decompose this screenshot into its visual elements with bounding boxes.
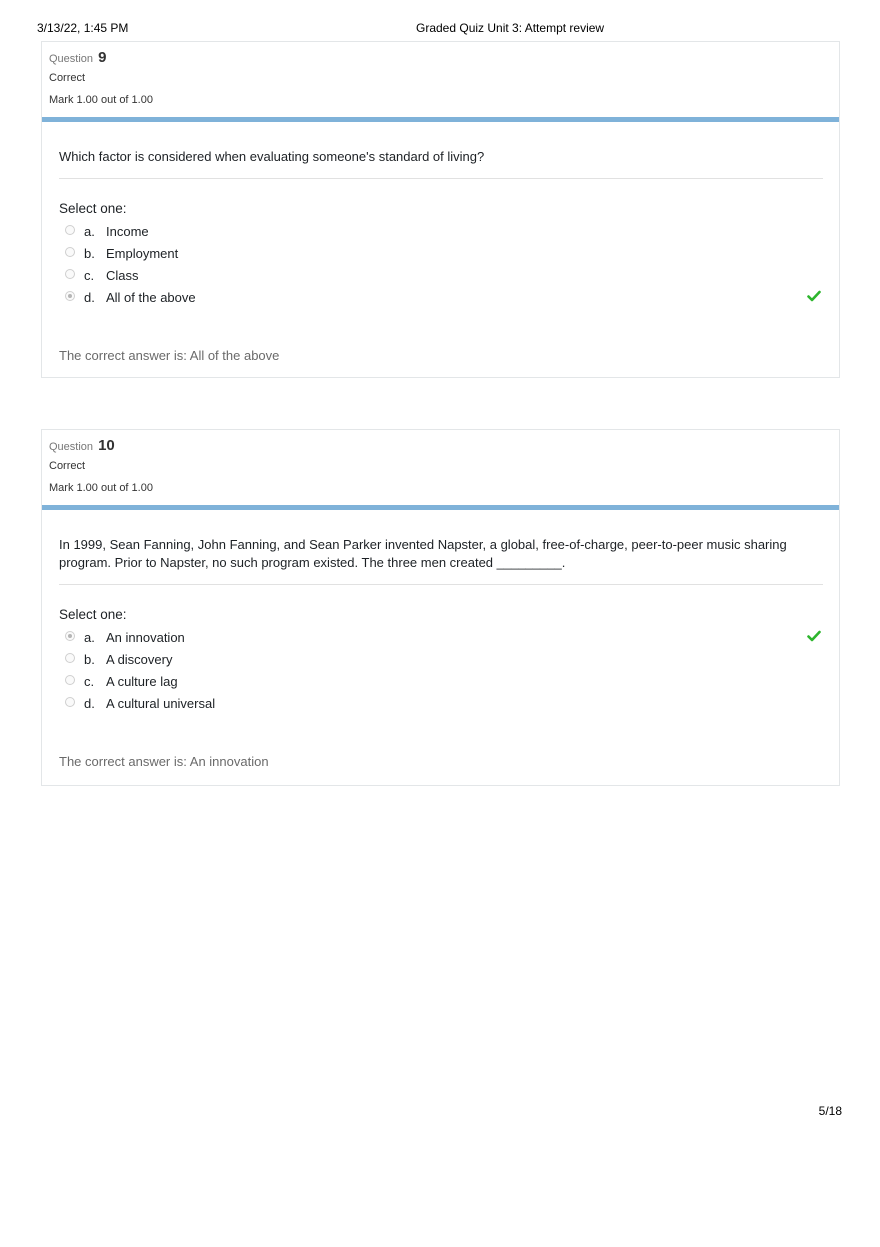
question-state: Correct <box>49 460 86 472</box>
correct-answer-feedback: The correct answer is: An innovation <box>59 754 269 769</box>
answer-list <box>59 221 823 309</box>
print-title: Graded Quiz Unit 3: Attempt review <box>416 21 605 35</box>
answer-label: A discovery <box>106 652 173 667</box>
answer-option-a[interactable] <box>59 221 823 243</box>
radio-icon[interactable] <box>65 269 75 279</box>
answer-letter: c. <box>84 268 95 283</box>
correct-answer-feedback: The correct answer is: All of the above <box>59 348 280 363</box>
radio-icon[interactable] <box>65 675 75 685</box>
answer-letter: b. <box>84 652 95 667</box>
page-number: 5/18 <box>818 1104 842 1118</box>
answer-option-c[interactable] <box>59 265 823 287</box>
select-one-prompt: Select one: <box>59 607 127 622</box>
radio-icon[interactable] <box>65 225 75 235</box>
question-content <box>42 510 839 771</box>
answer-label: Class <box>106 268 139 283</box>
question-grade: Mark 1.00 out of 1.00 <box>49 482 153 494</box>
answer-label: An innovation <box>106 630 185 645</box>
question-text: Which factor is considered when evaluating someone's standard of living? <box>59 122 823 179</box>
answer-option-c[interactable] <box>59 671 823 693</box>
answer-label: A culture lag <box>106 674 178 689</box>
answer-label: A cultural universal <box>106 696 216 711</box>
question-number: Question 9 <box>49 49 107 66</box>
question-info <box>42 42 839 117</box>
answer-option-b[interactable] <box>59 243 823 265</box>
radio-icon[interactable] <box>65 291 75 301</box>
print-header <box>0 21 880 37</box>
print-date: 3/13/22, 1:45 PM <box>37 21 129 35</box>
select-one-prompt: Select one: <box>59 201 127 216</box>
question-info <box>42 430 839 505</box>
answer-letter: d. <box>84 696 95 711</box>
answer-letter: d. <box>84 290 95 305</box>
question-10 <box>41 429 840 786</box>
check-icon <box>807 629 821 643</box>
question-text: In 1999, Sean Fanning, John Fanning, and Sean Parker invented Napster, a global, free-of-charge, peer-to-peer music sharing program. Prior to Napster, no such program existed. The three men created _________. <box>59 510 823 585</box>
answer-letter: a. <box>84 224 95 239</box>
answer-option-d[interactable] <box>59 693 823 715</box>
question-content <box>42 122 839 365</box>
answer-letter: a. <box>84 630 95 645</box>
answer-letter: b. <box>84 246 95 261</box>
question-9 <box>41 41 840 378</box>
radio-icon[interactable] <box>65 697 75 707</box>
answer-letter: c. <box>84 674 95 689</box>
answer-label: Employment <box>106 246 179 261</box>
radio-icon[interactable] <box>65 631 75 641</box>
check-icon <box>807 289 821 303</box>
answer-label: Income <box>106 224 149 239</box>
radio-icon[interactable] <box>65 653 75 663</box>
question-state: Correct <box>49 72 86 84</box>
answer-option-d[interactable] <box>59 287 823 309</box>
question-number: Question 10 <box>49 437 115 454</box>
answer-list <box>59 627 823 715</box>
answer-label: All of the above <box>106 290 196 305</box>
answer-option-b[interactable] <box>59 649 823 671</box>
question-grade: Mark 1.00 out of 1.00 <box>49 94 153 106</box>
answer-option-a[interactable] <box>59 627 823 649</box>
radio-icon[interactable] <box>65 247 75 257</box>
